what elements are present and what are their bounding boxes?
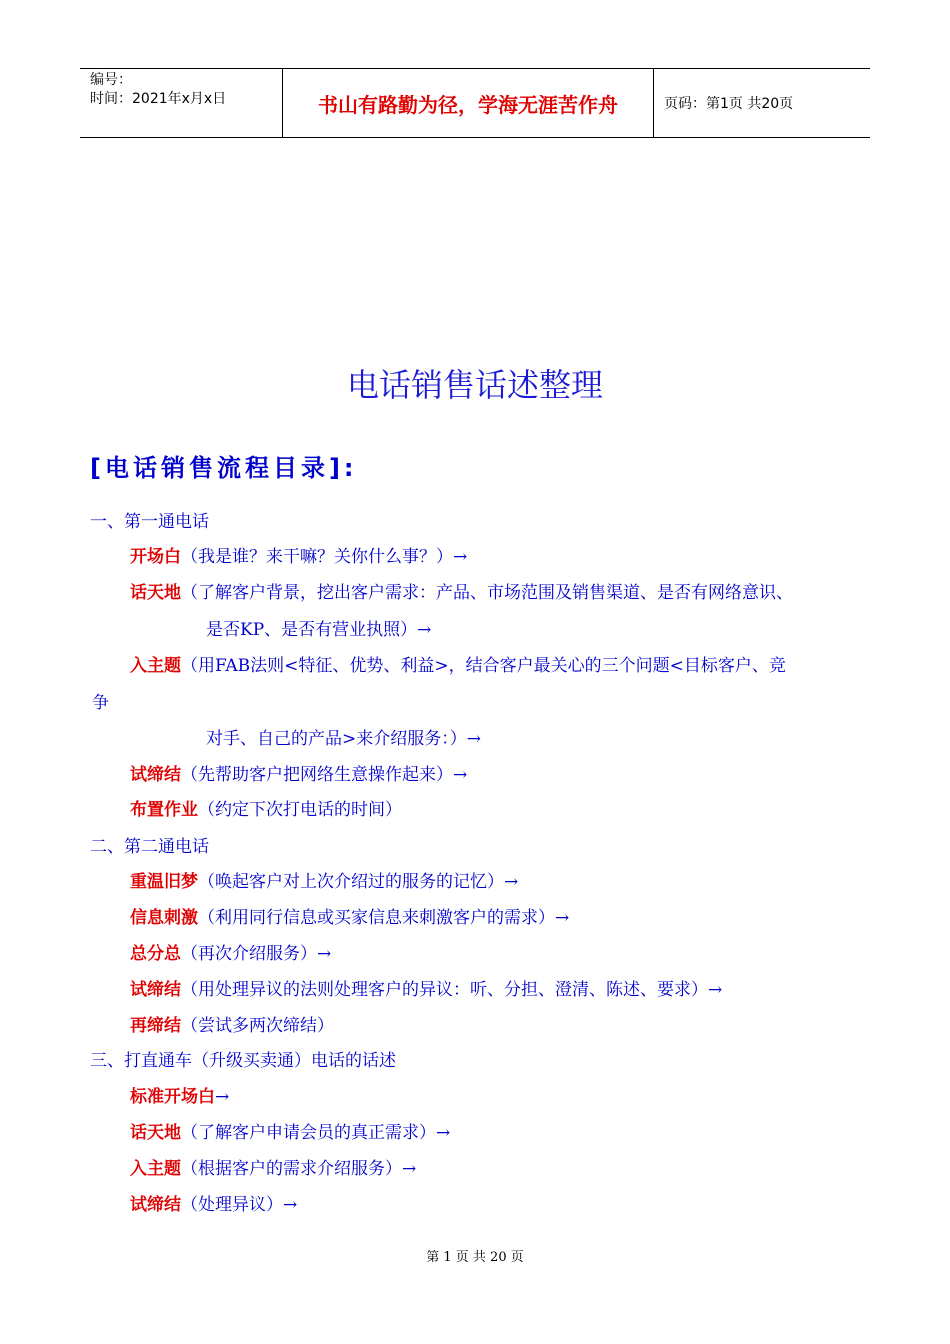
item-keyword: 再缔结 <box>130 1016 181 1036</box>
item-keyword: 总分总 <box>130 944 181 964</box>
item-description: （再次介绍服务）→ <box>181 944 332 964</box>
list-item <box>130 760 467 785</box>
number-label: 编号： <box>90 72 132 88</box>
page-header <box>80 68 870 138</box>
list-item <box>130 1118 450 1143</box>
item-keyword: 重温旧梦 <box>130 872 198 892</box>
header-meta <box>80 69 282 137</box>
item-description: （根据客户的需求介绍服务）→ <box>181 1159 417 1179</box>
item-continuation: 是否KP、是否有营业执照）→ <box>206 620 432 640</box>
header-motto: 书山有路勤为径，学海无涯苦作舟 <box>282 69 654 137</box>
toc-heading: [电话销售流程目录]: <box>90 454 358 482</box>
item-keyword: 试缔结 <box>130 980 181 1000</box>
item-continuation: 对手、自己的产品>来介绍服务：）→ <box>206 729 481 749</box>
item-description: （先帮助客户把网络生意操作起来）→ <box>181 765 468 785</box>
item-description: （用FAB法则<特征、优势、利益>，结合客户最关心的三个问题<目标客户、竞 <box>181 656 786 676</box>
header-page-label: 页码：第1页 共20页 <box>664 96 794 112</box>
list-item <box>130 1082 229 1107</box>
item-description: （用处理异议的法则处理客户的异议：听、分担、澄清、陈述、要求）→ <box>181 980 723 1000</box>
document-title: 电话销售话述整理 <box>346 366 603 404</box>
list-item <box>130 578 793 603</box>
list-item <box>130 1011 334 1036</box>
item-description: （利用同行信息或买家信息来刺激客户的需求）→ <box>198 908 570 928</box>
list-item <box>130 795 402 820</box>
list-item <box>130 903 569 928</box>
section-heading: 一、第一通电话 <box>90 512 209 532</box>
list-item <box>130 975 722 1000</box>
item-keyword: 话天地 <box>130 583 181 603</box>
item-keyword: 开场白 <box>130 547 181 567</box>
item-description: → <box>215 1087 230 1107</box>
item-description: （约定下次打电话的时间） <box>198 800 402 820</box>
item-keyword: 入主题 <box>130 656 181 676</box>
time-label: 时间：2021年x月x日 <box>90 91 227 107</box>
item-keyword: 标准开场白 <box>130 1087 215 1107</box>
list-item <box>130 939 331 964</box>
item-keyword: 入主题 <box>130 1159 181 1179</box>
item-description: （我是谁？来干嘛？关你什么事？）→ <box>181 547 468 567</box>
item-keyword: 信息刺激 <box>130 908 198 928</box>
list-item <box>130 1154 416 1179</box>
item-keyword: 试缔结 <box>130 765 181 785</box>
item-wrap: 争 <box>92 693 109 713</box>
section-heading: 二、第二通电话 <box>90 837 209 857</box>
item-keyword: 布置作业 <box>130 800 198 820</box>
item-keyword: 试缔结 <box>130 1195 181 1215</box>
item-description: （尝试多两次缔结） <box>181 1016 334 1036</box>
list-item <box>130 542 467 567</box>
item-description: （了解客户背景，挖出客户需求：产品、市场范围及销售渠道、是否有网络意识、 <box>181 583 793 603</box>
item-description: （了解客户申请会员的真正需求）→ <box>181 1123 451 1143</box>
list-item <box>130 867 518 892</box>
item-keyword: 话天地 <box>130 1123 181 1143</box>
list-item <box>130 651 786 676</box>
item-description: （处理异议）→ <box>181 1195 298 1215</box>
section-heading: 三、打直通车（升级买卖通）电话的话述 <box>90 1051 396 1071</box>
list-item <box>130 1190 297 1215</box>
item-description: （唤起客户对上次介绍过的服务的记忆）→ <box>198 872 519 892</box>
page-footer: 第 1 页 共 20 页 <box>426 1250 524 1265</box>
